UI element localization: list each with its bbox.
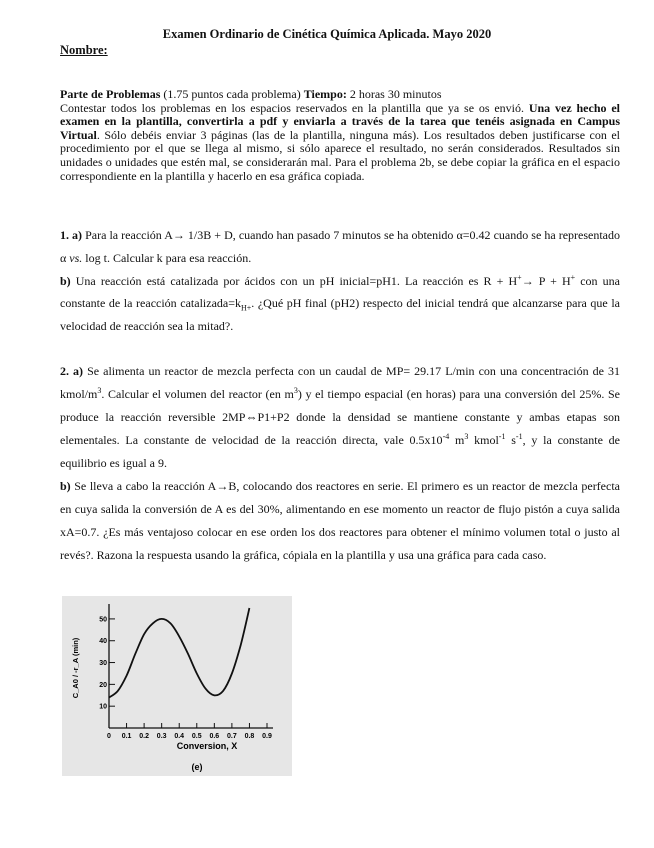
- levenspiel-plot-svg: [62, 596, 292, 776]
- problem-2a-text-5: kmol: [468, 433, 499, 447]
- problem-1a: [60, 224, 620, 270]
- exam-title: Examen Ordinario de Cinética Química Aplicada. Mayo 2020: [162, 27, 492, 41]
- problem-1a-text: Para la reacción A→ 1/3B + D, cuando han pasado 7 minutos se ha obtenido α=0.42 cuando se ha representado α: [60, 228, 620, 265]
- problem-1b-reaction: → P + H: [521, 273, 571, 288]
- x-tick-label: 0.2: [139, 733, 149, 740]
- superscript: +: [570, 272, 576, 282]
- subscript: H+: [240, 303, 252, 313]
- time-value: 2 horas 30 minutos: [346, 87, 442, 101]
- instructions-text-part2: . Sólo debéis enviar 3 páginas (las de la plantilla, ninguna más). Los resultados deben justificarse con el procedimiento por el que se llega al mismo, si sólo aparece el resultado, no serán considerados. Resultados sin unidades o unidades que estén mal, se considerarán mal. Para el problema 2b, se debe copiar la gráfica en el espacio correspondiente en la plantilla y hacerlo en esa gráfica copiada.: [60, 127, 620, 183]
- name-label: Nombre:: [60, 43, 108, 57]
- x-tick-label: 0.3: [156, 733, 167, 740]
- x-tick-label: 0.7: [227, 733, 237, 740]
- x-tick-label: 0.8: [244, 733, 255, 740]
- problem-2b-label: b): [60, 479, 71, 493]
- problem-1a-vs: vs.: [69, 250, 83, 265]
- x-tick-label: 0.4: [174, 733, 185, 740]
- problem-2a-text-7: , y la constante de equilibrio es igual a 9.: [60, 433, 620, 470]
- problem-2a-text-6: s: [505, 433, 516, 447]
- problem-1b-text: Una reacción está catalizada por ácidos con un pH inicial=pH1. La reacción es R + H: [70, 273, 518, 288]
- problem-2a: [60, 360, 620, 475]
- problem-1b: [60, 270, 620, 338]
- problem-2: [60, 360, 620, 567]
- superscript: -4: [442, 432, 450, 441]
- x-tick-label: 0.5: [191, 733, 202, 740]
- x-tick-label: 0.9: [262, 733, 272, 740]
- time-label: Tiempo:: [303, 87, 347, 101]
- y-axis-label: C_A0 / -r_A (min): [71, 637, 80, 699]
- x-tick-label: 0: [107, 733, 111, 740]
- y-tick-label: 40: [99, 638, 107, 646]
- levenspiel-plot: [62, 596, 292, 776]
- superscript: 3: [293, 386, 298, 395]
- x-tick-label: 0.6: [209, 733, 220, 740]
- points-text: (1.75 puntos cada problema): [160, 87, 304, 101]
- problem-2a-text: Se alimenta un reactor de mezcla perfecta con un caudal de MP= 29.17 L/min con una concentración de 31 kmol/m: [60, 364, 621, 401]
- instructions-text-part1: Contestar todos los problemas en los espacios reservados en la plantilla que ya se os envió.: [60, 100, 529, 115]
- series-line: [109, 608, 249, 698]
- problem-1b-label: b): [60, 273, 71, 288]
- y-tick-label: 50: [99, 616, 107, 624]
- superscript: +: [517, 272, 522, 282]
- superscript: 3: [97, 386, 102, 395]
- instructions-bold-text: Una vez hecho el examen en la plantilla, convertirla a pdf y enviarla a través de la tarea que tenéis asignada en Campus Virtual: [60, 100, 620, 142]
- y-tick-label: 10: [99, 703, 107, 711]
- plot-axes: [109, 604, 273, 728]
- superscript: -1: [515, 432, 523, 441]
- problem-2a-text-2: . Calcular el volumen del reactor (en m: [101, 387, 294, 401]
- instructions-text: [60, 102, 620, 184]
- y-tick-label: 30: [99, 660, 107, 668]
- problem-1a-text-end: log t. Calcular k para esa reacción.: [82, 250, 252, 265]
- problem-2b-text: Se lleva a cabo la reacción A→B, colocando dos reactores en serie. El primero es un reactor de mezcla perfecta en cuya salida la conversión de A es del 30%, alimentando en ese momento un reactor de flujo pistón a cuya salida xA=0.7. ¿Es más ventajoso colocar en ese orden los dos reactores para obtener el mínimo volumen total o justo al revés?. Razona la respuesta usando la gráfica, cópiala en la plantilla y usa una gráfica para cada caso.: [60, 479, 620, 562]
- y-tick-label: 20: [99, 681, 107, 689]
- x-axis-label: Conversion, X: [176, 741, 238, 751]
- problem-1: [60, 224, 620, 338]
- plot-curve-group: [109, 608, 249, 698]
- x-tick-label: 0.1: [121, 733, 132, 740]
- problem-2a-number: 2. a): [60, 364, 84, 378]
- superscript: 3: [464, 432, 469, 441]
- problem-1a-number: 1. a): [60, 228, 83, 242]
- problem-2a-text-3: ) y el tiempo espacial (en horas) para una conversión del 25%. Se produce la reacción reversible 2MP⇔P1+P2 donde la densidad se mantiene constante y ambas etapas son elementales. La constante de velocidad de la reacción directa, vale 0.5x10: [60, 387, 620, 447]
- problem-2a-text-4: m: [449, 433, 465, 447]
- instructions-block: [60, 88, 620, 183]
- problem-2b: [60, 475, 620, 567]
- problems-heading: Parte de Problemas: [60, 87, 161, 101]
- superscript: -1: [498, 432, 506, 441]
- instructions-heading-line: [60, 88, 620, 102]
- problem-1b-text-2: con una constante de la reacción catalizada=k: [60, 273, 620, 311]
- problem-1b-text-3: . ¿Qué pH final (pH2) respecto del inicial tendrá que alcanzarse para que la velocidad de reacción sea la mitad?.: [60, 296, 620, 334]
- plot-caption: (e): [191, 762, 203, 772]
